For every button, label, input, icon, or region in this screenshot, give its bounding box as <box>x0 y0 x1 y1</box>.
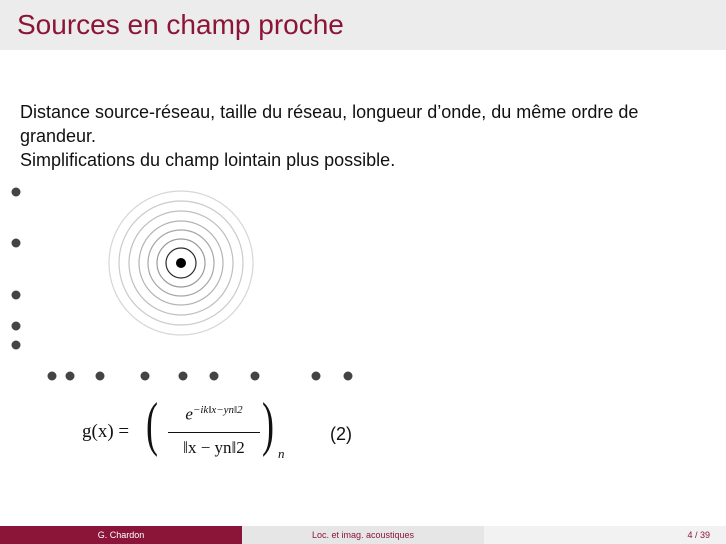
mic-dot <box>12 322 21 331</box>
mic-dot <box>141 372 150 381</box>
mic-dot <box>179 372 188 381</box>
fraction-numerator: $e^{-ik‖x-yn‖2}$ <box>185 404 243 424</box>
right-parenthesis: ) <box>261 391 274 457</box>
mic-dot <box>210 372 219 381</box>
footer <box>0 526 726 544</box>
mic-dot <box>66 372 75 381</box>
fraction-bar <box>168 432 260 433</box>
left-parenthesis: ( <box>145 391 158 457</box>
equation-fraction <box>164 404 264 458</box>
footer-short-title: Loc. et imag. acoustiques <box>242 526 484 544</box>
source-point <box>176 258 186 268</box>
equation-lhs: g(x) = <box>82 421 130 442</box>
mic-dot <box>96 372 105 381</box>
mic-dot <box>12 239 21 248</box>
mic-dot <box>48 372 57 381</box>
slide-title: Sources en champ proche <box>17 9 344 40</box>
footer-page-number: 4 / 39 <box>484 526 726 544</box>
mic-dot <box>251 372 260 381</box>
mic-dot <box>12 188 21 197</box>
equation-subscript: n <box>278 446 285 461</box>
microphone-array <box>12 188 353 381</box>
body-line-1: Distance source-réseau, taille du réseau, longueur d’onde, du même ordre de grandeur. <box>20 102 639 146</box>
mic-dot <box>312 372 321 381</box>
equation-number: (2) <box>330 424 352 444</box>
numerator-exponent: −ik‖x−yn‖2 <box>192 404 243 416</box>
footer-author: G. Chardon <box>0 526 242 544</box>
mic-dot <box>344 372 353 381</box>
body-line-2: Simplifications du champ lointain plus possible. <box>20 150 396 170</box>
mic-dot <box>12 341 21 350</box>
fraction-denominator: ‖x − yn‖2 <box>183 438 245 457</box>
mic-dot <box>12 291 21 300</box>
